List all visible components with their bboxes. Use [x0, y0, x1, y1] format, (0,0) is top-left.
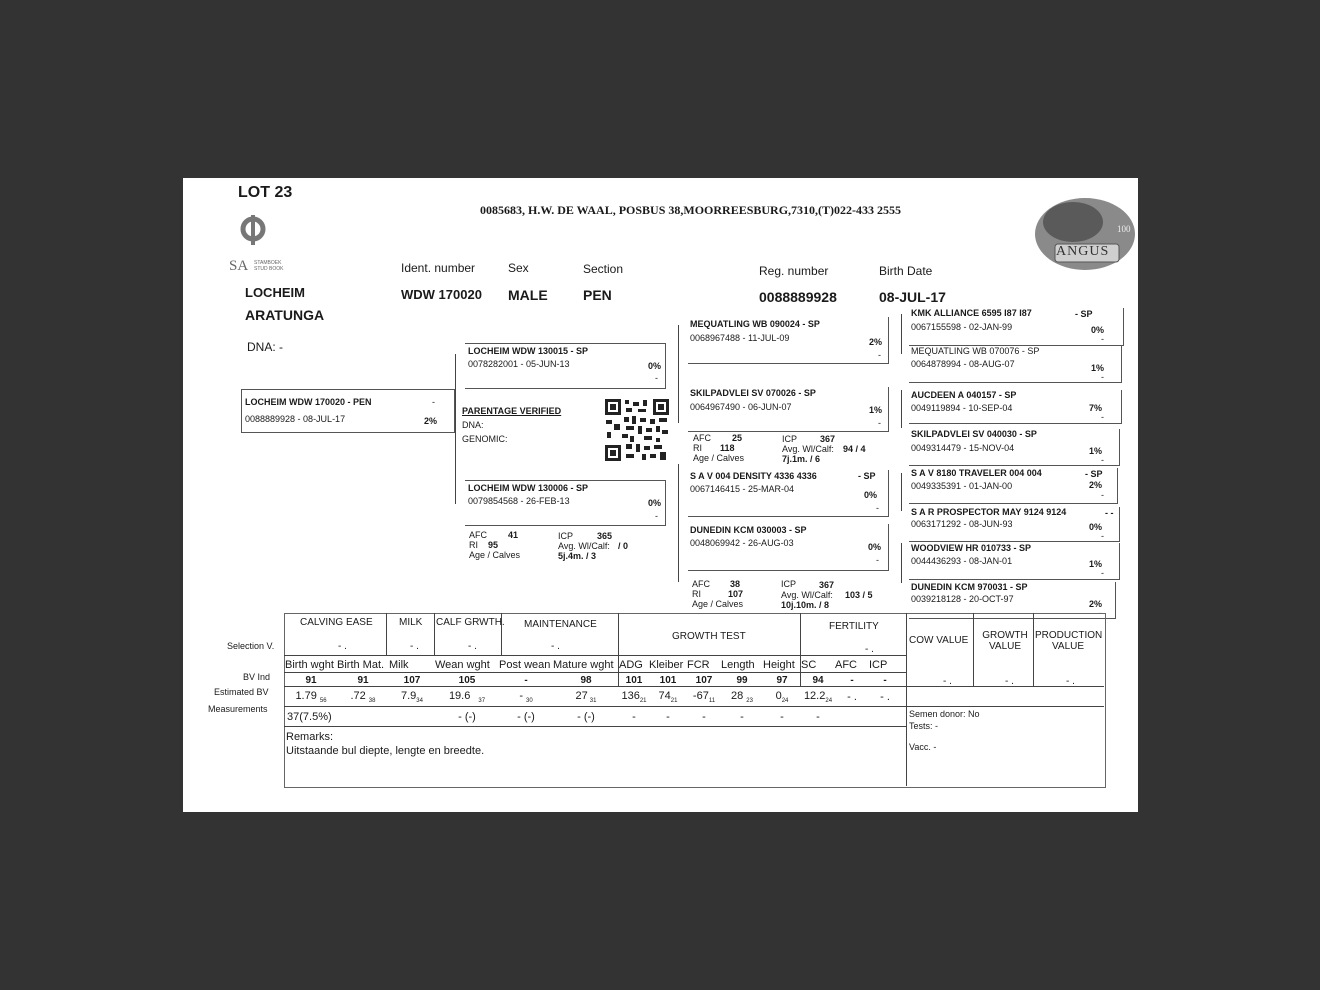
- perf-label: Avg. Wl/Calf:: [782, 444, 834, 454]
- bv-group-header: MAINTENANCE: [524, 619, 597, 630]
- vacc-status: Vacc. -: [909, 742, 937, 752]
- animal-name-line1: LOCHEIM: [245, 285, 305, 300]
- perf-label: AFC: [469, 530, 487, 540]
- value-value: - .: [1066, 676, 1075, 687]
- gp-reg-date: 0064967490 - 06-JUN-07: [690, 402, 792, 412]
- bv-group-header: CALF GRWTH.: [436, 617, 505, 628]
- ggp-name: SKILPADVLEI SV 040030 - SP: [911, 429, 1037, 439]
- bv-ind-cell: -: [883, 674, 887, 686]
- bv-group-header: GROWTH TEST: [672, 631, 746, 642]
- dam-dash: -: [655, 511, 658, 521]
- remarks-text: Uitstaande bul diepte, lengte en breedte.: [286, 745, 485, 757]
- pedigree-connector: [678, 464, 679, 582]
- ggp-pct: 0%: [1091, 325, 1105, 335]
- ggp-name: WOODVIEW HR 010733 - SP: [911, 543, 1032, 553]
- bv-ind-cell: 105: [458, 674, 476, 686]
- great-grandparent-box: [909, 468, 1118, 504]
- perf-value: 367: [820, 434, 836, 444]
- ggp-pct: 1%: [1089, 446, 1103, 456]
- ggp-sp: - SP: [1085, 469, 1103, 479]
- measurement-cell: -: [702, 711, 706, 723]
- lot-number: LOT 23: [238, 184, 293, 201]
- bv-grid: [285, 657, 901, 727]
- animal-name-line2: ARATUNGA: [245, 307, 325, 323]
- measurement-cell: -: [740, 711, 744, 723]
- bv-grid-line: [386, 613, 387, 655]
- perf-value: 118: [720, 443, 735, 453]
- bv-col-header: Height: [763, 659, 795, 671]
- est-bv-accuracy: 21: [670, 698, 678, 705]
- dam-name: LOCHEIM WDW 130006 - SP: [468, 483, 589, 493]
- measurement-cell: - (-): [517, 711, 535, 723]
- ggp-reg-date: 0063171292 - 08-JUN-93: [911, 519, 1013, 529]
- bv-col-header: ADG: [619, 659, 643, 671]
- perf-label: Age / Calves: [692, 599, 744, 609]
- bv-ind-cell: 101: [625, 674, 643, 686]
- value-header: PRODUCTION VALUE: [1035, 630, 1103, 652]
- gp-name: MEQUATLING WB 090024 - SP: [690, 319, 820, 329]
- bv-group-header: CALVING EASE: [300, 617, 373, 628]
- grandparent-box: [688, 317, 889, 364]
- gp-name: S A V 004 DENSITY 4336 4336: [690, 471, 817, 481]
- bv-group-header: MILK: [399, 617, 423, 628]
- est-bv-value: 0: [775, 689, 782, 702]
- perf-value: / 0: [618, 541, 629, 551]
- sire-dash: -: [655, 373, 658, 383]
- perf-label: RI: [469, 540, 478, 550]
- est-bv-accuracy: 31: [589, 698, 597, 705]
- ggp-pct: 1%: [1089, 559, 1103, 569]
- bv-ind-cell: -: [524, 674, 528, 686]
- ggp-dash: -: [1101, 372, 1104, 382]
- perf-value: 5j.4m. / 3: [558, 551, 597, 561]
- bv-group-header: FERTILITY: [829, 621, 879, 632]
- dam-box: [465, 480, 666, 526]
- bv-row-label: Selection V.: [227, 641, 275, 651]
- est-bv-cell: [285, 687, 337, 707]
- subject-pct: 2%: [424, 416, 438, 426]
- bv-row-label: Measurements: [208, 704, 268, 714]
- ggp-name: KMK ALLIANCE 6595 I87 I87: [911, 308, 1032, 318]
- svg-text:100: 100: [1117, 224, 1131, 234]
- subject-box: [241, 389, 455, 433]
- tests-status: Tests: -: [909, 721, 939, 731]
- perf-value: 365: [597, 531, 613, 541]
- pedigree-connector: [901, 473, 902, 511]
- est-bv-accuracy: 37: [478, 698, 486, 705]
- perf-label: RI: [693, 443, 702, 453]
- ggp-dash: -: [1101, 334, 1104, 344]
- est-bv-value: 12.2: [803, 689, 826, 702]
- bv-ind-cell: 97: [776, 674, 788, 686]
- gp-name: SKILPADVLEI SV 070026 - SP: [690, 388, 816, 398]
- perf-value: 107: [728, 589, 744, 599]
- remarks-label: Remarks:: [286, 731, 334, 743]
- perf-value: 95: [488, 540, 499, 550]
- bv-grid-line: [284, 655, 906, 656]
- perf-label: AFC: [692, 579, 710, 589]
- ggp-pct: 2%: [1089, 480, 1103, 490]
- est-bv-cell: [499, 687, 553, 707]
- grandparent-box: [688, 387, 889, 432]
- verification-genomic: GENOMIC:: [462, 434, 508, 444]
- measurement-cell: [869, 707, 901, 727]
- est-bv-accuracy: 38: [368, 698, 376, 705]
- semen-donor: Semen donor: No: [909, 709, 980, 719]
- measurement-cell: -: [816, 711, 820, 723]
- sex-label: Sex: [508, 261, 529, 275]
- perf-label: ICP: [782, 434, 798, 444]
- gp-reg-date: 0067146415 - 25-MAR-04: [690, 484, 795, 494]
- great-grandparent-box: [909, 507, 1120, 542]
- perf-value: 7j.1m. / 6: [782, 454, 821, 464]
- perf-label: Age / Calves: [693, 453, 745, 463]
- gp-name: DUNEDIN KCM 030003 - SP: [690, 525, 807, 535]
- bv-column-header-row: [285, 657, 901, 673]
- bv-ind-cell: 107: [403, 674, 421, 686]
- gp-dash: -: [878, 418, 881, 428]
- est-bv-cell: [649, 687, 687, 707]
- value-header: GROWTH VALUE: [982, 630, 1028, 652]
- sire-name: LOCHEIM WDW 130015 - SP: [468, 346, 589, 356]
- est-bv-accuracy: 23: [746, 698, 753, 705]
- great-grandparent-box: [909, 346, 1122, 383]
- animal-dna: DNA: -: [247, 340, 283, 354]
- value-value: - .: [943, 676, 952, 687]
- subject-reg-date: 0088889928 - 08-JUL-17: [245, 414, 346, 424]
- ggp-pct: 1%: [1091, 363, 1105, 373]
- bv-col-header: FCR: [687, 659, 710, 671]
- perf-label: Age / Calves: [469, 550, 521, 560]
- perf-value: 103 / 5: [845, 590, 873, 600]
- selection-value: - .: [865, 644, 874, 655]
- ggp-pct: 0%: [1089, 522, 1103, 532]
- ggp-name: S A V 8180 TRAVELER 004 004: [911, 468, 1042, 478]
- est-bv-cell: [435, 687, 499, 707]
- pedigree-connector: [455, 354, 456, 504]
- selection-value: - .: [410, 641, 419, 652]
- measurement-cell: - (-): [458, 711, 476, 723]
- bv-col-header: AFC: [835, 659, 857, 671]
- est-bv-cell: - .: [847, 691, 857, 703]
- ggp-dash: -: [1101, 412, 1104, 422]
- sire-pct: 0%: [648, 361, 662, 371]
- ggp-sp: - SP: [1075, 309, 1093, 319]
- gp-sp: - SP: [858, 471, 876, 481]
- est-bv-accuracy: 56: [319, 698, 327, 705]
- est-bv-cell: [553, 687, 619, 707]
- perf-label: Avg. Wl/Calf:: [781, 590, 833, 600]
- gp-reg-date: 0068967488 - 11-JUL-09: [690, 333, 790, 343]
- parentage-verified: PARENTAGE VERIFIED: [462, 406, 562, 416]
- bv-ind-cell: 101: [659, 674, 677, 686]
- bv-col-header: Birth wght: [285, 659, 334, 671]
- perf-value: 367: [819, 580, 835, 590]
- great-grandparent-box: [909, 308, 1124, 346]
- bv-grid-line: [973, 613, 974, 686]
- birth-label: Birth Date: [879, 264, 933, 278]
- bv-col-header: Milk: [389, 659, 409, 671]
- measurement-cell: -: [632, 711, 636, 723]
- ggp-dash: -: [1099, 608, 1102, 618]
- bv-ind-cell: -: [850, 674, 854, 686]
- bv-col-header: Birth Mat.: [337, 659, 385, 671]
- est-bv-value: .72: [350, 689, 366, 702]
- perf-label: ICP: [558, 531, 574, 541]
- great-grandparent-box: [909, 390, 1122, 424]
- bv-grid-line: [1033, 613, 1034, 686]
- ggp-dash: -: [1101, 568, 1104, 578]
- angus-logo-text: ANGUS: [1056, 244, 1110, 259]
- pedigree-connector: [901, 390, 902, 428]
- selection-value: - .: [338, 641, 347, 652]
- ggp-name: AUCDEEN A 040157 - SP: [911, 390, 1017, 400]
- sire-reg-date: 0078282001 - 05-JUN-13: [468, 359, 570, 369]
- ggp-reg-date: 0049119894 - 10-SEP-04: [911, 403, 1013, 413]
- owner-header: 0085683, H.W. DE WAAL, POSBUS 38,MOORREESBURG,7310,(T)022-433 2555: [480, 203, 902, 217]
- value-header: COW VALUE: [909, 635, 969, 646]
- ggp-reg-date: 0049335391 - 01-JAN-00: [911, 481, 1013, 491]
- est-bv-value: 7.9: [401, 689, 417, 702]
- measurement-cell: 37(7.5%): [287, 711, 332, 723]
- ggp-reg-date: 0049314479 - 15-NOV-04: [911, 443, 1015, 453]
- measurement-cell: -: [780, 711, 784, 723]
- bv-row-label: BV Ind: [243, 672, 271, 682]
- bv-col-header: Length: [721, 659, 755, 671]
- bv-row-label: Estimated BV: [214, 687, 269, 697]
- value-value: - .: [1005, 676, 1014, 687]
- gp-reg-date: 0048069942 - 26-AUG-03: [690, 538, 794, 548]
- gp-pct: 0%: [868, 542, 882, 552]
- bv-col-header: ICP: [869, 659, 888, 671]
- est-bv-cell: [721, 687, 763, 707]
- bv-col-header: Wean wght: [435, 659, 490, 671]
- bv-ind-cell: 91: [305, 674, 317, 686]
- ident-label: Ident. number: [401, 261, 476, 275]
- bv-col-header: Mature wght: [553, 659, 614, 671]
- ggp-dash: -: [1101, 455, 1104, 465]
- selection-value: - .: [468, 641, 477, 652]
- measurement-cell: - (-): [577, 711, 595, 723]
- perf-label: RI: [692, 589, 701, 599]
- est-bv-value: -67: [692, 689, 709, 702]
- ggp-reg-date: 0064878994 - 08-AUG-07: [911, 359, 1015, 369]
- verification-dna: DNA:: [462, 420, 484, 430]
- perf-label: AFC: [693, 433, 711, 443]
- perf-value: 38: [730, 579, 741, 589]
- section-label: Section: [583, 262, 624, 276]
- measurements-row: [285, 707, 901, 727]
- bv-col-header: SC: [801, 659, 817, 671]
- ggp-reg-date: 0067155598 - 02-JAN-99: [911, 322, 1013, 332]
- ggp-dash: -: [1101, 531, 1104, 541]
- pedigree-connector: [901, 314, 902, 354]
- est-bv-value: 28: [731, 689, 744, 702]
- bv-ind-cell: 98: [580, 674, 592, 686]
- bv-col-header: Post wean: [499, 659, 551, 671]
- est-bv-accuracy: 24: [781, 698, 789, 705]
- est-bv-accuracy: 24: [825, 698, 833, 705]
- perf-value: 41: [508, 530, 519, 540]
- bv-grid-line: [906, 613, 907, 786]
- bv-ind-cell: 94: [812, 674, 824, 686]
- qr-code-icon: [604, 398, 670, 462]
- est-bv-value: 1.79: [295, 689, 317, 702]
- est-bv-accuracy: 21: [639, 698, 647, 705]
- bv-ind-row: [285, 673, 901, 687]
- sire-box: [465, 343, 666, 389]
- sa-logo-text: SA: [229, 258, 249, 274]
- bv-col-header: Kleiber: [649, 659, 684, 671]
- bv-ind-cell: 91: [357, 674, 369, 686]
- sex-value: MALE: [508, 287, 548, 303]
- subject-dash: -: [432, 397, 435, 407]
- subject-name: LOCHEIM WDW 170020 - PEN: [245, 397, 372, 407]
- gp-dash: -: [876, 503, 879, 513]
- great-grandparent-box: [909, 429, 1120, 466]
- gp-dash: -: [876, 555, 879, 565]
- gp-pct: 1%: [869, 405, 883, 415]
- measurement-cell: -: [666, 711, 670, 723]
- est-bv-value: 74: [658, 689, 671, 702]
- est-bv-cell: [687, 687, 721, 707]
- ggp-dash: -: [1101, 490, 1104, 500]
- bv-ind-cell: 107: [695, 674, 713, 686]
- ggp-reg-date: 0044436293 - 08-JAN-01: [911, 556, 1013, 566]
- est-bv-cell: [337, 687, 389, 707]
- ggp-name: MEQUATLING WB 070076 - SP: [911, 346, 1040, 356]
- ggp-name: DUNEDIN KCM 970031 - SP: [911, 582, 1028, 592]
- reg-value: 0088889928: [759, 289, 837, 305]
- pedigree-card: [183, 178, 1138, 812]
- perf-label: ICP: [781, 579, 797, 589]
- bv-grid-line: [434, 613, 435, 655]
- birth-value: 08-JUL-17: [879, 289, 946, 305]
- est-bv-cell: [763, 687, 801, 707]
- bv-ind-cell: 99: [736, 674, 748, 686]
- grandparent-box: [688, 524, 889, 571]
- gp-pct: 2%: [869, 337, 883, 347]
- reg-label: Reg. number: [759, 264, 829, 278]
- est-bv-accuracy: 11: [708, 698, 716, 705]
- perf-value: 10j.10m. / 8: [781, 600, 830, 610]
- ggp-reg-date: 0039218128 - 20-OCT-97: [911, 594, 1014, 604]
- great-grandparent-box: [909, 543, 1120, 580]
- ggp-pct: 7%: [1089, 403, 1103, 413]
- est-bv-value: 27: [575, 689, 588, 702]
- est-bv-accuracy: 34: [416, 698, 423, 705]
- gp-pct: 0%: [864, 490, 878, 500]
- section-value: PEN: [583, 287, 612, 303]
- perf-value: 25: [732, 433, 743, 443]
- est-bv-value: -: [519, 689, 523, 702]
- est-bv-row: [285, 687, 901, 707]
- studbook-text: STUD BOOK: [254, 266, 284, 272]
- measurement-cell: [835, 707, 869, 727]
- perf-value: 94 / 4: [843, 444, 866, 454]
- est-bv-cell: [389, 687, 435, 707]
- dam-pct: 0%: [648, 498, 662, 508]
- ggp-pct: 2%: [1089, 599, 1103, 609]
- angus-bull-icon: [1033, 194, 1137, 272]
- est-bv-value: 136: [621, 689, 640, 702]
- est-bv-cell: - .: [880, 691, 890, 703]
- ident-value: WDW 170020: [401, 287, 482, 302]
- est-bv-cell: [619, 687, 649, 707]
- pedigree-connector: [901, 543, 902, 583]
- est-bv-cell: [801, 687, 835, 707]
- grandparent-box: [688, 470, 889, 517]
- studbook-emblem-icon: [238, 211, 268, 251]
- est-bv-accuracy: 30: [525, 698, 533, 705]
- pedigree-connector: [678, 325, 679, 423]
- ggp-name: S A R PROSPECTOR MAY 9124 9124: [911, 507, 1067, 517]
- est-bv-value: 19.6: [448, 689, 471, 702]
- perf-label: Avg. Wl/Calf:: [558, 541, 610, 551]
- dam-reg-date: 0079854568 - 26-FEB-13: [468, 496, 570, 506]
- selection-value: - .: [551, 641, 560, 652]
- ggp-sp: - -: [1105, 508, 1114, 518]
- gp-dash: -: [878, 350, 881, 360]
- stamboek-text: STAMBOEK: [254, 260, 282, 266]
- measurement-cell: [389, 707, 435, 727]
